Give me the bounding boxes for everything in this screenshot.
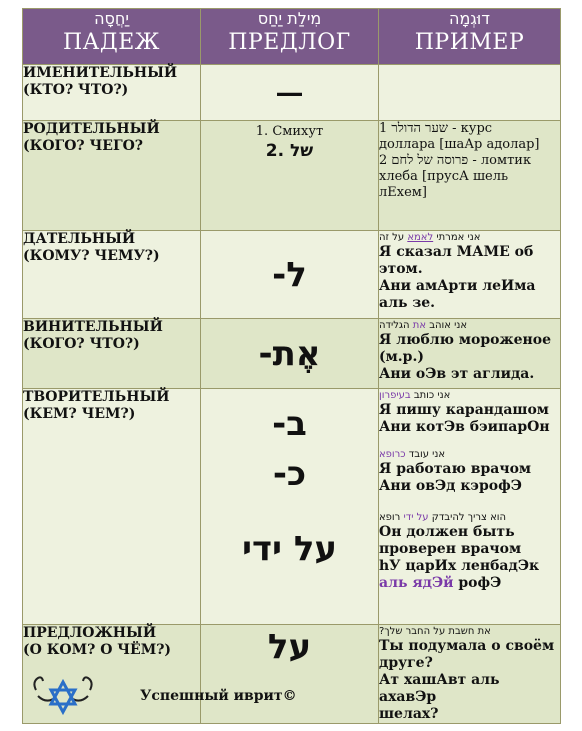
example-line: Ат хашАвт аль ахавЭр [379,672,500,705]
case-name: ВИНИТЕЛЬНЫЙ [23,319,163,335]
copyright-text: Успешный иврит© [140,688,297,704]
prep-al: על [267,627,312,667]
example-line: Ани овЭд кэрофЭ [379,478,522,494]
header-prep-he: מִילַת יַחַס [257,9,322,28]
example-line: Я сказал МАМЕ об [379,244,534,260]
example-cell [379,121,561,231]
example-hebrew: את חשבת על החבר שלך? [379,626,491,637]
example-line: шелах? [379,706,439,722]
star-of-david-logo-icon [28,668,98,718]
example-line: Ани оЭв эт аглида. [379,366,535,382]
case-question: (КТО? ЧТО?) [23,82,129,98]
case-question: (КОГО? ЧТО?) [23,336,140,352]
prep-lamed: ל- [272,254,307,295]
prep-cell [201,625,379,724]
grammar-table [22,8,561,724]
case-question: (О КОМ? О ЧЁМ?) [23,642,172,658]
prep-kaf: כ- [272,454,307,494]
row-nominative [23,65,561,121]
example-line: Я люблю мороженое [379,332,552,348]
he-part: אני כותב [413,390,451,401]
example-line: Я работаю врачом [379,461,532,477]
prep-shel: של .2 [265,141,314,161]
he-part: על זה [379,232,405,243]
he-highlight: את [412,320,427,331]
example-hebrew [379,231,560,244]
example-cell [379,389,561,625]
prep-smikhut: 1. Смихут [255,124,324,139]
prep-al-yedei: על ידי [241,529,338,569]
prep-cell [201,121,379,231]
ru-part: рофЭ [453,575,502,591]
example-line: Ани амАрти леИма [379,278,536,294]
example-line: Ани котЭв бэипарОн [379,419,550,435]
example-line: хлеба [прусА шель [379,169,509,184]
example-hebrew [379,448,560,461]
header-example-he: דוּגְמָה [448,9,490,28]
row-instrumental [23,389,561,625]
row-accusative [23,319,561,389]
case-cell [23,65,201,121]
example-line: Я пишу карандашом [379,402,549,418]
prep-text: — [275,76,304,109]
case-cell [23,231,201,319]
example-line: аль зе. [379,295,436,311]
example-line: 2 פרוסה של לחם - ломтик [379,153,532,168]
header-case-ru: ПАДЕЖ [62,30,160,55]
example-line: доллара [шаАр адолар] [379,137,540,152]
he-highlight: כרופא [379,449,406,460]
case-cell [23,121,201,231]
case-question: (КОГО? ЧЕГО? [23,138,144,154]
example-cell [379,65,561,121]
header-example-ru: ПРИМЕР [414,30,525,55]
example-line: этом. [379,261,423,277]
case-name: РОДИТЕЛЬНЫЙ [23,121,160,137]
example-cell [379,231,561,319]
he-part: הגלידה [379,320,410,331]
example-line [379,575,560,592]
he-highlight: על ידי [403,512,429,523]
example-line: Он должен быть [379,524,515,540]
prep-et: אֶת- [258,333,321,374]
prep-cell [201,389,379,625]
he-highlight: לאמא [407,232,434,243]
prep-bet: ב- [272,404,307,444]
he-highlight: בעיפרון [379,390,411,401]
row-prepositional [23,625,561,724]
example-cell [379,625,561,724]
he-part: אני אמרתי [436,232,481,243]
row-genitive [23,121,561,231]
case-name: ПРЕДЛОЖНЫЙ [23,625,157,641]
he-part: אני עובד [408,449,446,460]
example-line: 1 שער הדולר - курс [379,121,493,136]
row-dative [23,231,561,319]
header-case-he: יַחֲסָה [94,9,129,28]
case-name: ТВОРИТЕЛЬНЫЙ [23,389,170,405]
example-line: друге? [379,655,433,671]
case-cell [23,389,201,625]
example-hebrew [379,511,560,524]
case-name: ДАТЕЛЬНЫЙ [23,231,136,247]
prep-cell [201,65,379,121]
example-line: (м.р.) [379,349,424,365]
he-part: הוא צריך להיבדק [431,512,507,523]
case-cell [23,319,201,389]
prep-cell [201,231,379,319]
header-example [379,9,561,65]
header-case [23,9,201,65]
example-line: проверен врачом [379,541,522,557]
example-hebrew [379,319,560,332]
prep-cell [201,319,379,389]
example-hebrew [379,389,560,402]
case-name: ИМЕНИТЕЛЬНЫЙ [23,65,178,81]
header-prep [201,9,379,65]
example-line: лЕхем] [379,185,427,200]
he-part: רופא [379,512,401,523]
case-question: (КЕМ? ЧЕМ?) [23,406,136,422]
example-line: hУ царИх ленбадЭк [379,558,540,574]
he-part: אני אוהב [429,320,468,331]
header-prep-ru: ПРЕДЛОГ [228,30,351,55]
example-line: Ты подумала о своём [379,638,555,654]
header-row [23,9,561,65]
ru-highlight: аль ядЭй [379,575,454,591]
example-cell [379,319,561,389]
case-question: (КОМУ? ЧЕМУ?) [23,248,160,264]
